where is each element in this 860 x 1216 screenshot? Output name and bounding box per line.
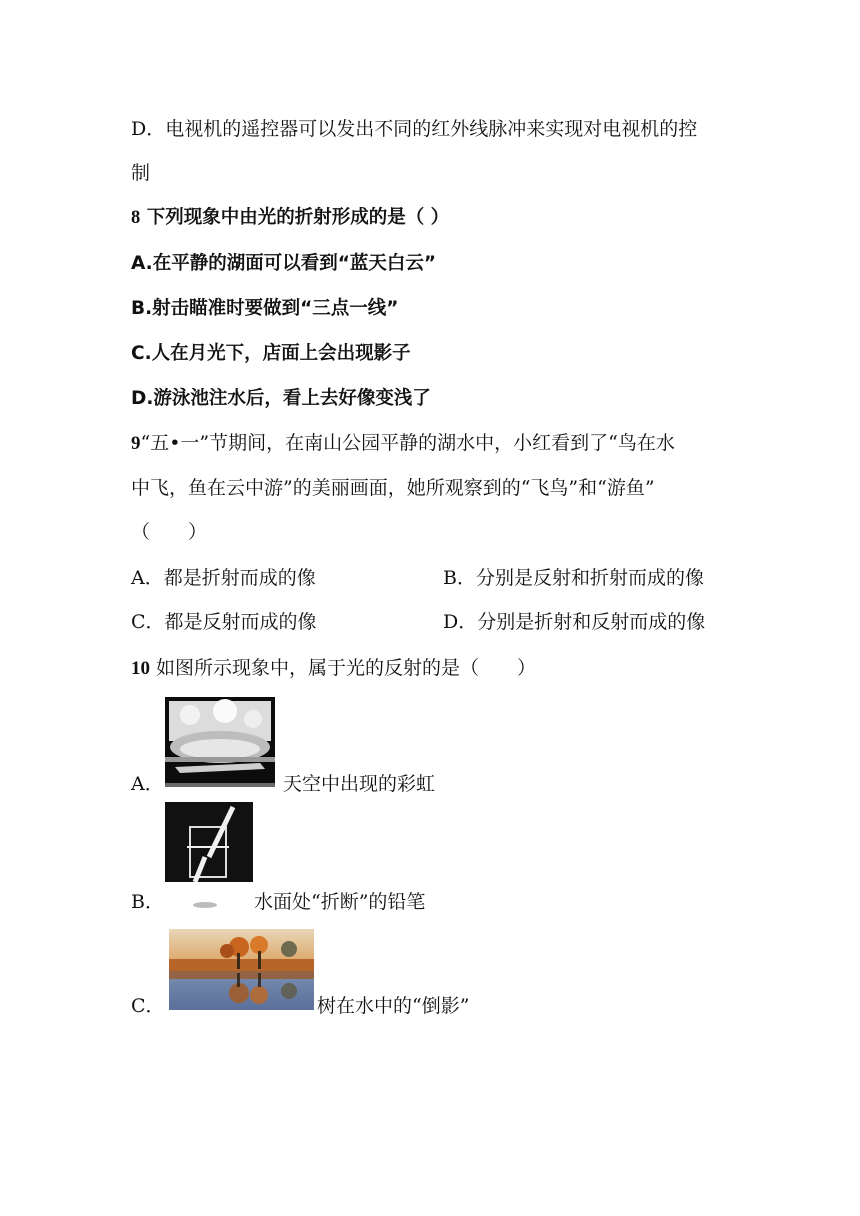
q10-option-b-caption: 水面处“折断”的铅笔	[254, 891, 426, 913]
q10-stem-text: 如图所示现象中，属于光的反射的是（ ）	[150, 657, 537, 679]
pencil-in-water-photo	[165, 802, 253, 912]
q10-option-c-label: C．	[131, 995, 165, 1017]
q9-stem-line1	[131, 430, 675, 457]
q9-option-a: A．都是折射而成的像	[131, 567, 316, 589]
tree-reflection-photo-svg	[169, 929, 314, 1010]
q8-option-b: B.射击瞄准时要做到“三点一线”	[131, 298, 399, 319]
pencil-in-water-photo-svg	[165, 802, 253, 912]
q8-option-a: A.在平静的湖面可以看到“蓝天白云”	[131, 253, 437, 274]
q9-stem-line3: （ ）	[131, 521, 208, 543]
q8-stem-text: 下列现象中由光的折射形成的是（ ）	[140, 207, 450, 228]
q10-option-a-label: A．	[131, 773, 164, 795]
q8-number: 8	[131, 208, 141, 228]
q9-option-b: B．分别是反射和折射而成的像	[443, 567, 704, 589]
rainbow-photo	[165, 697, 275, 787]
q9-number: 9	[131, 433, 141, 454]
q9-stem-line2: 中飞，鱼在云中游”的美丽画面，她所观察到的“飞鸟”和“游鱼”	[131, 477, 655, 499]
q10-option-c-caption: 树在水中的“倒影”	[317, 995, 470, 1017]
tree-reflection-photo	[169, 929, 314, 1010]
q10-option-a-caption: 天空中出现的彩虹	[283, 773, 436, 795]
q10-stem	[131, 655, 536, 682]
q8-option-d: D.游泳池注水后，看上去好像变浅了	[131, 388, 431, 409]
q8-stem	[131, 205, 449, 231]
rainbow-photo-svg	[165, 697, 275, 787]
q7-option-d-line1: D．电视机的遥控器可以发出不同的红外线脉冲来实现对电视机的控	[131, 118, 698, 140]
q9-stem-text1: “五•一”节期间，在南山公园平静的湖水中，小红看到了“鸟在水	[140, 432, 675, 454]
q8-option-c: C.人在月光下，店面上会出现影子	[131, 343, 411, 364]
q7-option-d-line2: 制	[131, 162, 151, 184]
q9-option-c: C．都是反射而成的像	[131, 611, 317, 633]
q10-option-b-label: B．	[131, 891, 164, 913]
q10-number: 10	[131, 658, 150, 679]
q9-option-d: D．分别是折射和反射而成的像	[443, 611, 706, 633]
